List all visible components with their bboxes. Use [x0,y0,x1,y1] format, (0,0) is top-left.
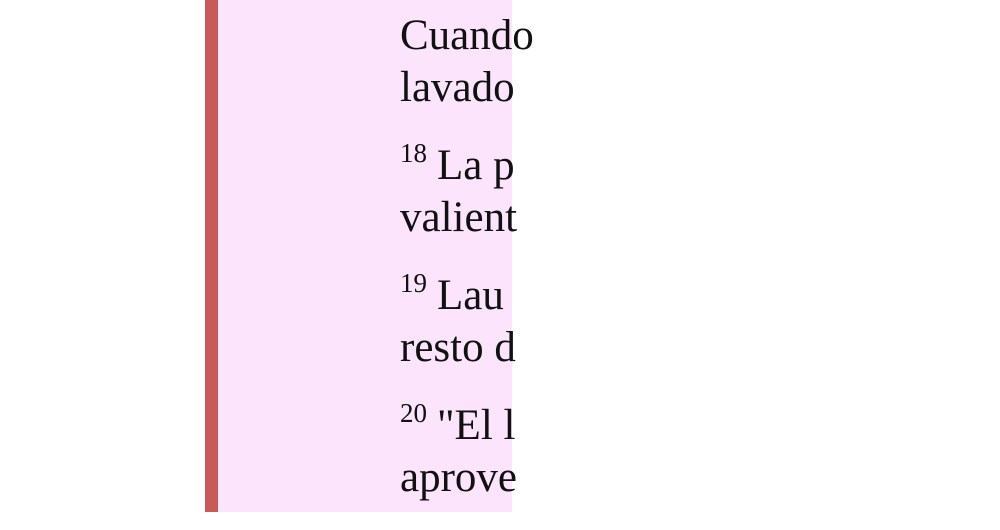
text-line: Cuando [400,12,534,59]
verse-number: 20 [400,398,427,428]
text-column [400,10,1000,530]
text-line: resto d [400,324,516,371]
text-line [400,140,1000,192]
text-line [400,400,1000,452]
paragraph-verse-19 [400,270,1000,374]
paragraph-verse-18 [400,140,1000,244]
paragraph-verse-20 [400,400,1000,504]
paragraph-intro [400,10,1000,114]
text-line-content: La p [437,142,515,189]
text-line: lavado [400,64,515,111]
text-line [400,270,1000,322]
text-line: valient [400,194,518,241]
left-margin [0,0,205,512]
text-line: aprove [400,454,517,501]
content-panel [218,0,534,512]
verse-number: 19 [400,268,427,298]
text-line-content: "El l [437,402,516,449]
verse-number: 18 [400,138,427,168]
text-line-content: Lau [437,272,504,319]
accent-bar [205,0,218,512]
